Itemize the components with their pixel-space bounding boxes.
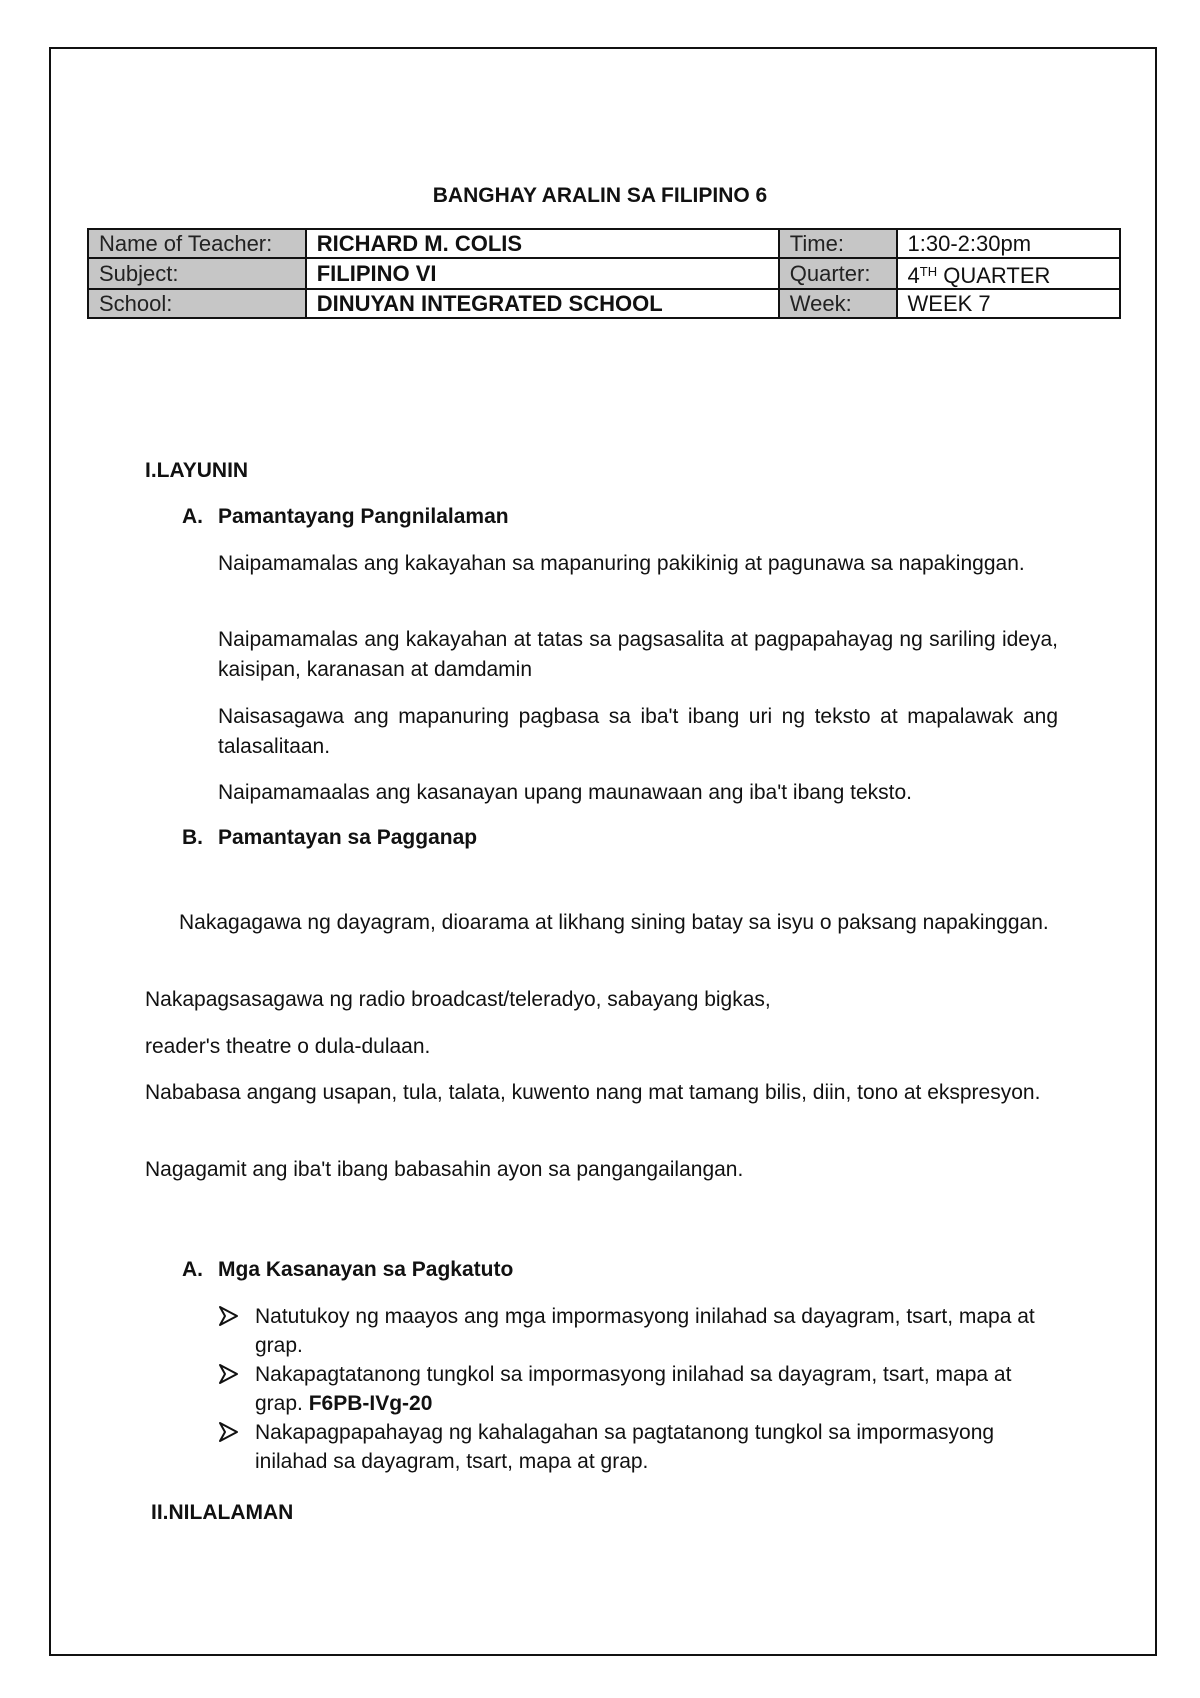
teacher-label: Name of Teacher: <box>88 229 306 258</box>
subsection-letter-c: A. <box>182 1258 203 1281</box>
bullet-text: Nakapagtatanong tungkol sa impormasyong inilahad sa dayagram, tsart, mapa at grap. F6PB-IVg-20 <box>255 1363 1012 1415</box>
table-row <box>88 289 1120 318</box>
table-row <box>88 229 1120 258</box>
time-label: Time: <box>779 229 897 258</box>
teacher-value: RICHARD M. COLIS <box>306 229 779 258</box>
subsection-letter-a: A. <box>182 505 203 528</box>
school-value: DINUYAN INTEGRATED SCHOOL <box>306 289 779 318</box>
paragraph: Naisasagawa ang mapanuring pagbasa sa iba't ibang uri ng teksto at mapalawak ang talasalitaan. <box>218 705 1058 758</box>
paragraph: Naipamamalas ang kakayahan sa mapanuring pakikinig at pagunawa sa napakinggan. <box>218 552 1025 575</box>
paragraph: Nakagagawa ng dayagram, dioarama at likhang sining batay sa isyu o paksang napakinggan. <box>179 911 1049 934</box>
school-label: School: <box>88 289 306 318</box>
bullet-text: Nakapagpapahayag ng kahalagahan sa pagtatanong tungkol sa impormasyong inilahad sa dayagram, tsart, mapa at grap. <box>255 1421 995 1473</box>
paragraph: Naipamamaalas ang kasanayan upang maunawaan ang iba't ibang teksto. <box>218 781 912 804</box>
paragraph: Nagagamit ang iba't ibang babasahin ayon sa pangangailangan. <box>145 1158 744 1181</box>
quarter-label: Quarter: <box>779 258 897 289</box>
week-value: WEEK 7 <box>897 289 1120 318</box>
subject-label: Subject: <box>88 258 306 289</box>
paragraph: Nakapagsasagawa ng radio broadcast/teleradyo, sabayang bigkas, <box>145 988 771 1011</box>
teacher-info-table <box>87 228 1121 319</box>
subsection-heading-pamantayan-sa-pagganap: Pamantayan sa Pagganap <box>218 826 478 849</box>
list-item <box>218 1360 1038 1418</box>
table-row <box>88 258 1120 289</box>
document-title: BANGHAY ARALIN SA FILIPINO 6 <box>432 184 768 207</box>
subsection-heading-mga-kasanayan: Mga Kasanayan sa Pagkatuto <box>218 1258 514 1281</box>
section-heading-layunin: I.LAYUNIN <box>145 459 249 482</box>
subsection-letter-b: B. <box>182 826 203 849</box>
paragraph: Nababasa angang usapan, tula, talata, kuwento nang mat tamang bilis, diin, tono at ekspresyon. <box>145 1081 1041 1104</box>
subsection-heading-pamantayang-pangnilalaman: Pamantayang Pangnilalaman <box>218 505 509 528</box>
list-item <box>218 1302 1038 1360</box>
week-label: Week: <box>779 289 897 318</box>
arrow-bullet-icon <box>218 1420 240 1444</box>
subject-value: FILIPINO VI <box>306 258 779 289</box>
paragraph: Naipamamalas ang kakayahan at tatas sa pagsasalita at pagpapahayag ng sariling ideya, kaisipan, karanasan at damdamin <box>218 628 1058 681</box>
time-value: 1:30-2:30pm <box>897 229 1120 258</box>
list-item <box>218 1418 1038 1476</box>
paragraph: reader's theatre o dula-dulaan. <box>145 1035 431 1058</box>
competency-code: F6PB-IVg-20 <box>308 1392 433 1415</box>
section-heading-nilalaman: II.NILALAMAN <box>151 1501 294 1524</box>
arrow-bullet-icon <box>218 1362 240 1386</box>
bullet-text: Natutukoy ng maayos ang mga impormasyong inilahad sa dayagram, tsart, mapa at grap. <box>255 1305 1035 1357</box>
quarter-value: 4TH QUARTER <box>897 258 1120 289</box>
arrow-bullet-icon <box>218 1304 240 1328</box>
